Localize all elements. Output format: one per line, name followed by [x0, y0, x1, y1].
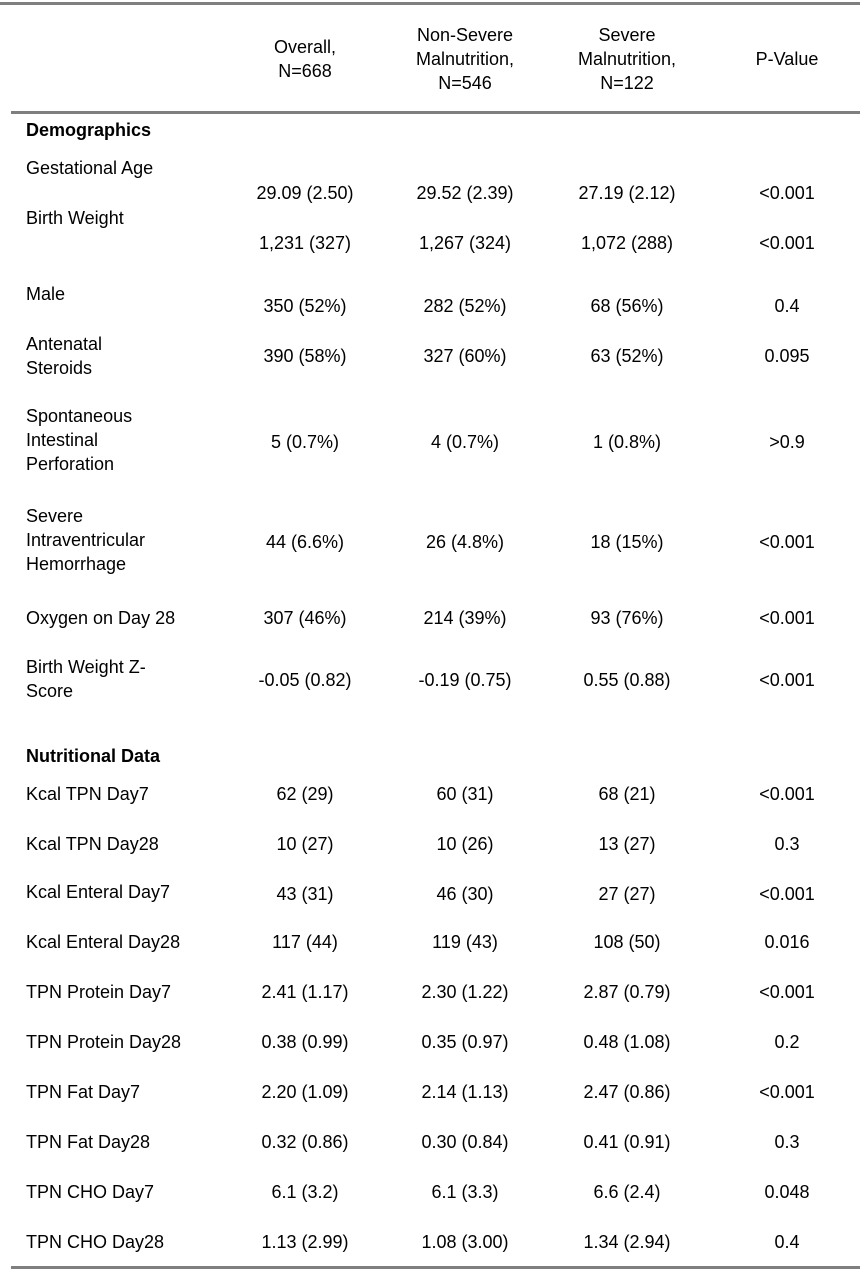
column-header [385, 23, 545, 95]
table-cell: 0.35 (0.97) [421, 1032, 509, 1052]
column-header-line: Overall, [273, 37, 336, 57]
row-label [26, 1030, 226, 1054]
row-label [26, 504, 226, 576]
table-bottom-rule [11, 1266, 860, 1269]
table-cell: 26 (4.8%) [425, 532, 505, 552]
table-cell: 1,072 (288) [580, 233, 674, 253]
table-cell: 1 (0.8%) [592, 432, 662, 452]
table-cell: 108 (50) [593, 932, 661, 952]
table-cell: 390 (58%) [263, 346, 347, 366]
table-cell: 2.87 (0.79) [583, 982, 671, 1002]
row-label-line: Kcal Enteral Day28 [26, 932, 181, 952]
table-header-rule [11, 111, 860, 114]
table-cell: 27.19 (2.12) [578, 183, 676, 203]
table-cell: 214 (39%) [423, 608, 507, 628]
table-cell: 1,231 (327) [258, 233, 352, 253]
table-cell: <0.001 [759, 183, 815, 203]
table-cell: 62 (29) [276, 784, 334, 804]
section-title: Demographics [26, 120, 152, 140]
column-header [707, 47, 860, 71]
row-label-line: Antenatal [26, 334, 103, 354]
table-top-rule [0, 2, 860, 5]
table-cell: 0.3 [774, 1132, 800, 1152]
row-label [26, 980, 226, 1004]
table-cell: <0.001 [759, 784, 815, 804]
table-cell: 350 (52%) [263, 296, 347, 316]
row-label-line: TPN Protein Day7 [26, 982, 172, 1002]
column-header-line: P-Value [755, 49, 819, 69]
row-label [26, 404, 226, 476]
table-cell: 29.09 (2.50) [256, 183, 354, 203]
table-cell: 5 (0.7%) [270, 432, 340, 452]
table-cell: 6.1 (3.2) [271, 1182, 339, 1202]
row-label-line: TPN Fat Day28 [26, 1132, 151, 1152]
column-header-line: Severe [598, 25, 656, 45]
row-label-line: Spontaneous [26, 406, 133, 426]
row-label-line: Steroids [26, 358, 93, 378]
row-label-line: Male [26, 284, 66, 304]
table-cell: 6.1 (3.3) [431, 1182, 499, 1202]
table-cell: 2.47 (0.86) [583, 1082, 671, 1102]
table-cell: 46 (30) [436, 884, 494, 904]
row-label [26, 1180, 226, 1204]
table-cell: 4 (0.7%) [430, 432, 500, 452]
row-label [26, 206, 226, 230]
column-header [225, 35, 385, 83]
column-header-line: N=546 [438, 73, 492, 93]
table-cell: 2.41 (1.17) [261, 982, 349, 1002]
table-cell: <0.001 [759, 982, 815, 1002]
table-cell: 29.52 (2.39) [416, 183, 514, 203]
column-header-line: N=668 [278, 61, 332, 81]
row-label [26, 832, 226, 856]
table-cell: 2.20 (1.09) [261, 1082, 349, 1102]
column-header-line: Malnutrition, [577, 49, 677, 69]
table-cell: 0.4 [774, 1232, 800, 1252]
table-cell: 27 (27) [598, 884, 656, 904]
table-cell: 0.2 [774, 1032, 800, 1052]
row-label-line: TPN CHO Day28 [26, 1232, 165, 1252]
table-cell: <0.001 [759, 532, 815, 552]
table-cell: 10 (27) [276, 834, 334, 854]
row-label-line: Intestinal [26, 430, 99, 450]
row-label [26, 1230, 226, 1254]
row-label [26, 282, 226, 306]
table-cell: -0.05 (0.82) [258, 670, 352, 690]
table-cell: 1.08 (3.00) [421, 1232, 509, 1252]
row-label-line: Score [26, 681, 74, 701]
section-title: Nutritional Data [26, 746, 161, 766]
table-cell: <0.001 [759, 608, 815, 628]
row-label [26, 880, 226, 904]
table-cell: 13 (27) [598, 834, 656, 854]
table-cell: 0.30 (0.84) [421, 1132, 509, 1152]
table-cell: 18 (15%) [590, 532, 664, 552]
table-cell: 117 (44) [272, 932, 338, 952]
row-label-line: Hemorrhage [26, 554, 127, 574]
row-label-line: Intraventricular [26, 530, 146, 550]
table-cell: <0.001 [759, 233, 815, 253]
table-cell: 119 (43) [432, 932, 498, 952]
table-cell: 0.4 [774, 296, 800, 316]
table-cell: 0.32 (0.86) [261, 1132, 349, 1152]
table-cell: 0.41 (0.91) [583, 1132, 671, 1152]
table-cell: 68 (56%) [590, 296, 664, 316]
column-header-line: Non-Severe [416, 25, 514, 45]
table-cell: 307 (46%) [263, 608, 347, 628]
row-label-line: Gestational Age [26, 158, 154, 178]
row-label [26, 1130, 226, 1154]
row-label-line: Oxygen on Day 28 [26, 608, 176, 628]
row-label-line: TPN Fat Day7 [26, 1082, 141, 1102]
row-label [26, 930, 226, 954]
table-cell: 0.38 (0.99) [261, 1032, 349, 1052]
row-label-line: TPN CHO Day7 [26, 1182, 155, 1202]
table-cell: 0.095 [764, 346, 810, 366]
table-cell: 0.048 [764, 1182, 810, 1202]
table-cell: 0.48 (1.08) [583, 1032, 671, 1052]
table-cell: <0.001 [759, 670, 815, 690]
row-label-line: Kcal TPN Day7 [26, 784, 149, 804]
table-cell: 2.30 (1.22) [421, 982, 509, 1002]
table-cell: 0.3 [774, 834, 800, 854]
row-label-line: Perforation [26, 454, 115, 474]
table-cell: 0.55 (0.88) [583, 670, 671, 690]
table-cell: 1.34 (2.94) [583, 1232, 671, 1252]
column-header [547, 23, 707, 95]
row-label-line: TPN Protein Day28 [26, 1032, 182, 1052]
table-cell: 68 (21) [598, 784, 656, 804]
table-cell: 63 (52%) [590, 346, 664, 366]
column-header-line: Malnutrition, [415, 49, 515, 69]
table-cell: 93 (76%) [590, 608, 664, 628]
table-cell: <0.001 [759, 884, 815, 904]
column-header-line: N=122 [600, 73, 654, 93]
row-label [26, 655, 226, 703]
row-label-line: Kcal Enteral Day7 [26, 882, 171, 902]
table-cell: 2.14 (1.13) [421, 1082, 509, 1102]
table-cell: 282 (52%) [423, 296, 507, 316]
row-label [26, 332, 226, 380]
row-label-line: Birth Weight [26, 208, 124, 228]
row-label [26, 1080, 226, 1104]
row-label [26, 156, 226, 180]
table-cell: 6.6 (2.4) [593, 1182, 661, 1202]
table-cell: 60 (31) [436, 784, 494, 804]
row-label-line: Kcal TPN Day28 [26, 834, 159, 854]
table-cell: >0.9 [769, 432, 805, 452]
table-cell: 43 (31) [276, 884, 334, 904]
table-cell: 0.016 [764, 932, 810, 952]
table-cell: 1.13 (2.99) [261, 1232, 349, 1252]
row-label-line: Birth Weight Z- [26, 657, 146, 677]
table-cell: 10 (26) [436, 834, 494, 854]
table-cell: 327 (60%) [423, 346, 507, 366]
table-cell: <0.001 [759, 1082, 815, 1102]
table-cell: 44 (6.6%) [265, 532, 345, 552]
row-label [26, 782, 226, 806]
table-cell: -0.19 (0.75) [418, 670, 512, 690]
table-cell: 1,267 (324) [418, 233, 512, 253]
row-label-line: Severe [26, 506, 84, 526]
row-label [26, 606, 226, 630]
